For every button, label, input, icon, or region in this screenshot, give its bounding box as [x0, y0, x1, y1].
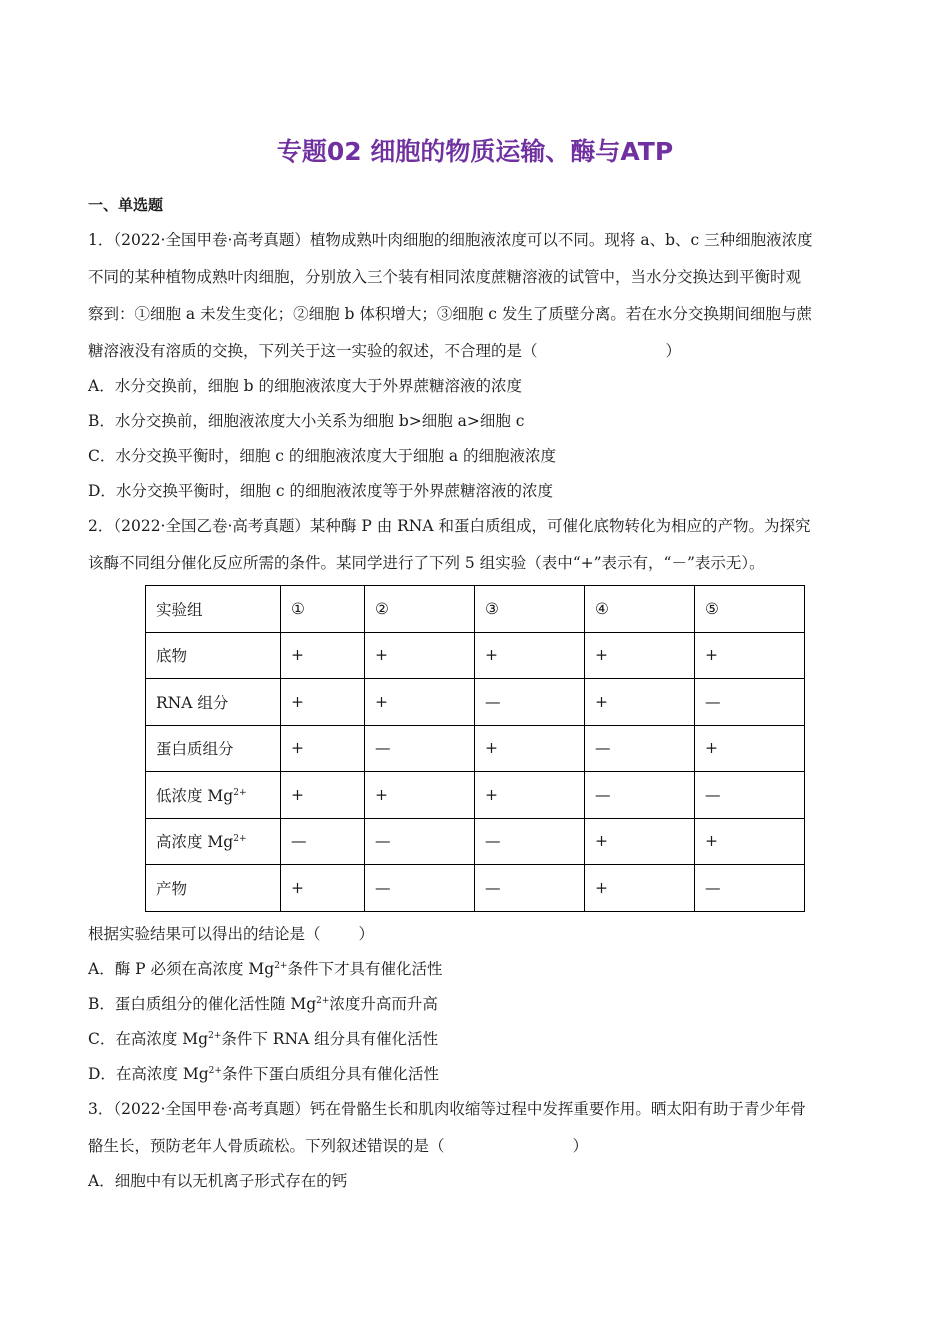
q2-stem: 根据实验结果可以得出的结论是（ ）: [88, 925, 375, 943]
table-cell: +: [585, 865, 695, 912]
table-cell: —: [365, 725, 475, 772]
table-header-cell: ③: [475, 586, 585, 633]
table-cell: —: [365, 818, 475, 865]
q1-stem-text: 糖溶液没有溶质的交换，下列关于这一实验的叙述，不合理的是（: [88, 342, 538, 360]
section-heading: 一、单选题: [88, 196, 164, 214]
q1-option-a: A．水分交换前，细胞 b 的细胞液浓度大于外界蔗糖溶液的浓度: [88, 377, 522, 395]
page-title: 专题02 细胞的物质运输、酶与ATP: [276, 137, 674, 166]
table-cell: —: [475, 818, 585, 865]
table-cell: +: [695, 818, 805, 865]
table-row: [146, 818, 805, 865]
table-cell: +: [695, 632, 805, 679]
table-header-cell: 实验组: [146, 586, 281, 633]
table-cell: —: [475, 865, 585, 912]
table-cell: —: [475, 679, 585, 726]
q1-line-2: 不同的某种植物成熟叶肉细胞，分别放入三个装有相同浓度蔗糖溶液的试管中，当水分交换达到平衡时观: [88, 268, 802, 286]
table-cell: —: [365, 865, 475, 912]
q2-line-2: 该酶不同组分催化反应所需的条件。某同学进行了下列 5 组实验（表中“+”表示有，“－”表示无）。: [88, 554, 765, 572]
row-label: 低浓度 $Mg^{2+}$: [146, 772, 281, 819]
q2-option-c: C．在高浓度 $Mg^{2+}$条件下 RNA 组分具有催化活性: [88, 1030, 439, 1048]
q2-option-d: D．在高浓度 $Mg^{2+}$条件下蛋白质组分具有催化活性: [88, 1065, 439, 1083]
row-label: 产物: [146, 865, 281, 912]
table-header-row: [146, 586, 805, 633]
table-header-cell: ②: [365, 586, 475, 633]
table-row: [146, 865, 805, 912]
experiment-table: [145, 585, 805, 912]
q2-line-1: 2．（2022·全国乙卷·高考真题）某种酶 P 由 RNA 和蛋白质组成，可催化底物转化为相应的产物。为探究: [88, 517, 811, 535]
table-row: [146, 632, 805, 679]
table-cell: +: [695, 725, 805, 772]
table-cell: —: [695, 772, 805, 819]
table-cell: —: [585, 725, 695, 772]
q1-line-4: [88, 341, 681, 361]
q1-stem-close: ）: [665, 342, 682, 360]
table-row: [146, 679, 805, 726]
q2-option-a: A．酶 P 必须在高浓度 $Mg^{2+}$条件下才具有催化活性: [88, 960, 443, 978]
q3-line-1: 3．（2022·全国甲卷·高考真题）钙在骨骼生长和肌肉收缩等过程中发挥重要作用。晒太阳有助于青少年骨: [88, 1100, 806, 1118]
row-label: 蛋白质组分: [146, 725, 281, 772]
table-cell: +: [281, 679, 365, 726]
table-cell: +: [585, 818, 695, 865]
q1-line-1: 1．（2022·全国甲卷·高考真题）植物成熟叶肉细胞的细胞液浓度可以不同。现将 a、b、c 三种细胞液浓度: [88, 231, 813, 249]
table-cell: —: [585, 772, 695, 819]
row-label: 底物: [146, 632, 281, 679]
table-header-cell: ①: [281, 586, 365, 633]
table-cell: +: [365, 772, 475, 819]
table-cell: +: [585, 679, 695, 726]
q1-option-c: C．水分交换平衡时，细胞 c 的细胞液浓度大于细胞 a 的细胞液浓度: [88, 447, 556, 465]
q1-line-3: 察到：①细胞 a 未发生变化；②细胞 b 体积增大；③细胞 c 发生了质壁分离。若在水分交换期间细胞与蔗: [88, 305, 812, 323]
table-cell: +: [585, 632, 695, 679]
q1-option-d: D．水分交换平衡时，细胞 c 的细胞液浓度等于外界蔗糖溶液的浓度: [88, 482, 553, 500]
table-row: [146, 725, 805, 772]
q1-option-b: B．水分交换前，细胞液浓度大小关系为细胞 b>细胞 a>细胞 c: [88, 412, 525, 430]
table-cell: —: [695, 865, 805, 912]
table-cell: +: [475, 772, 585, 819]
table-cell: —: [695, 679, 805, 726]
table-cell: +: [365, 632, 475, 679]
table-cell: +: [475, 632, 585, 679]
table-header-cell: ④: [585, 586, 695, 633]
table-cell: +: [281, 725, 365, 772]
q3-option-a: A．细胞中有以无机离子形式存在的钙: [88, 1172, 348, 1190]
q3-line-2: 骼生长，预防老年人骨质疏松。下列叙述错误的是（ ）: [88, 1137, 589, 1155]
table-row: [146, 772, 805, 819]
table-cell: +: [365, 679, 475, 726]
table-cell: —: [281, 818, 365, 865]
row-label: RNA 组分: [146, 679, 281, 726]
table-cell: +: [281, 865, 365, 912]
row-label: 高浓度 $Mg^{2+}$: [146, 818, 281, 865]
table-cell: +: [281, 772, 365, 819]
table-cell: +: [281, 632, 365, 679]
table-cell: +: [475, 725, 585, 772]
table-header-cell: ⑤: [695, 586, 805, 633]
q2-option-b: B．蛋白质组分的催化活性随 $Mg^{2+}$浓度升高而升高: [88, 995, 438, 1013]
